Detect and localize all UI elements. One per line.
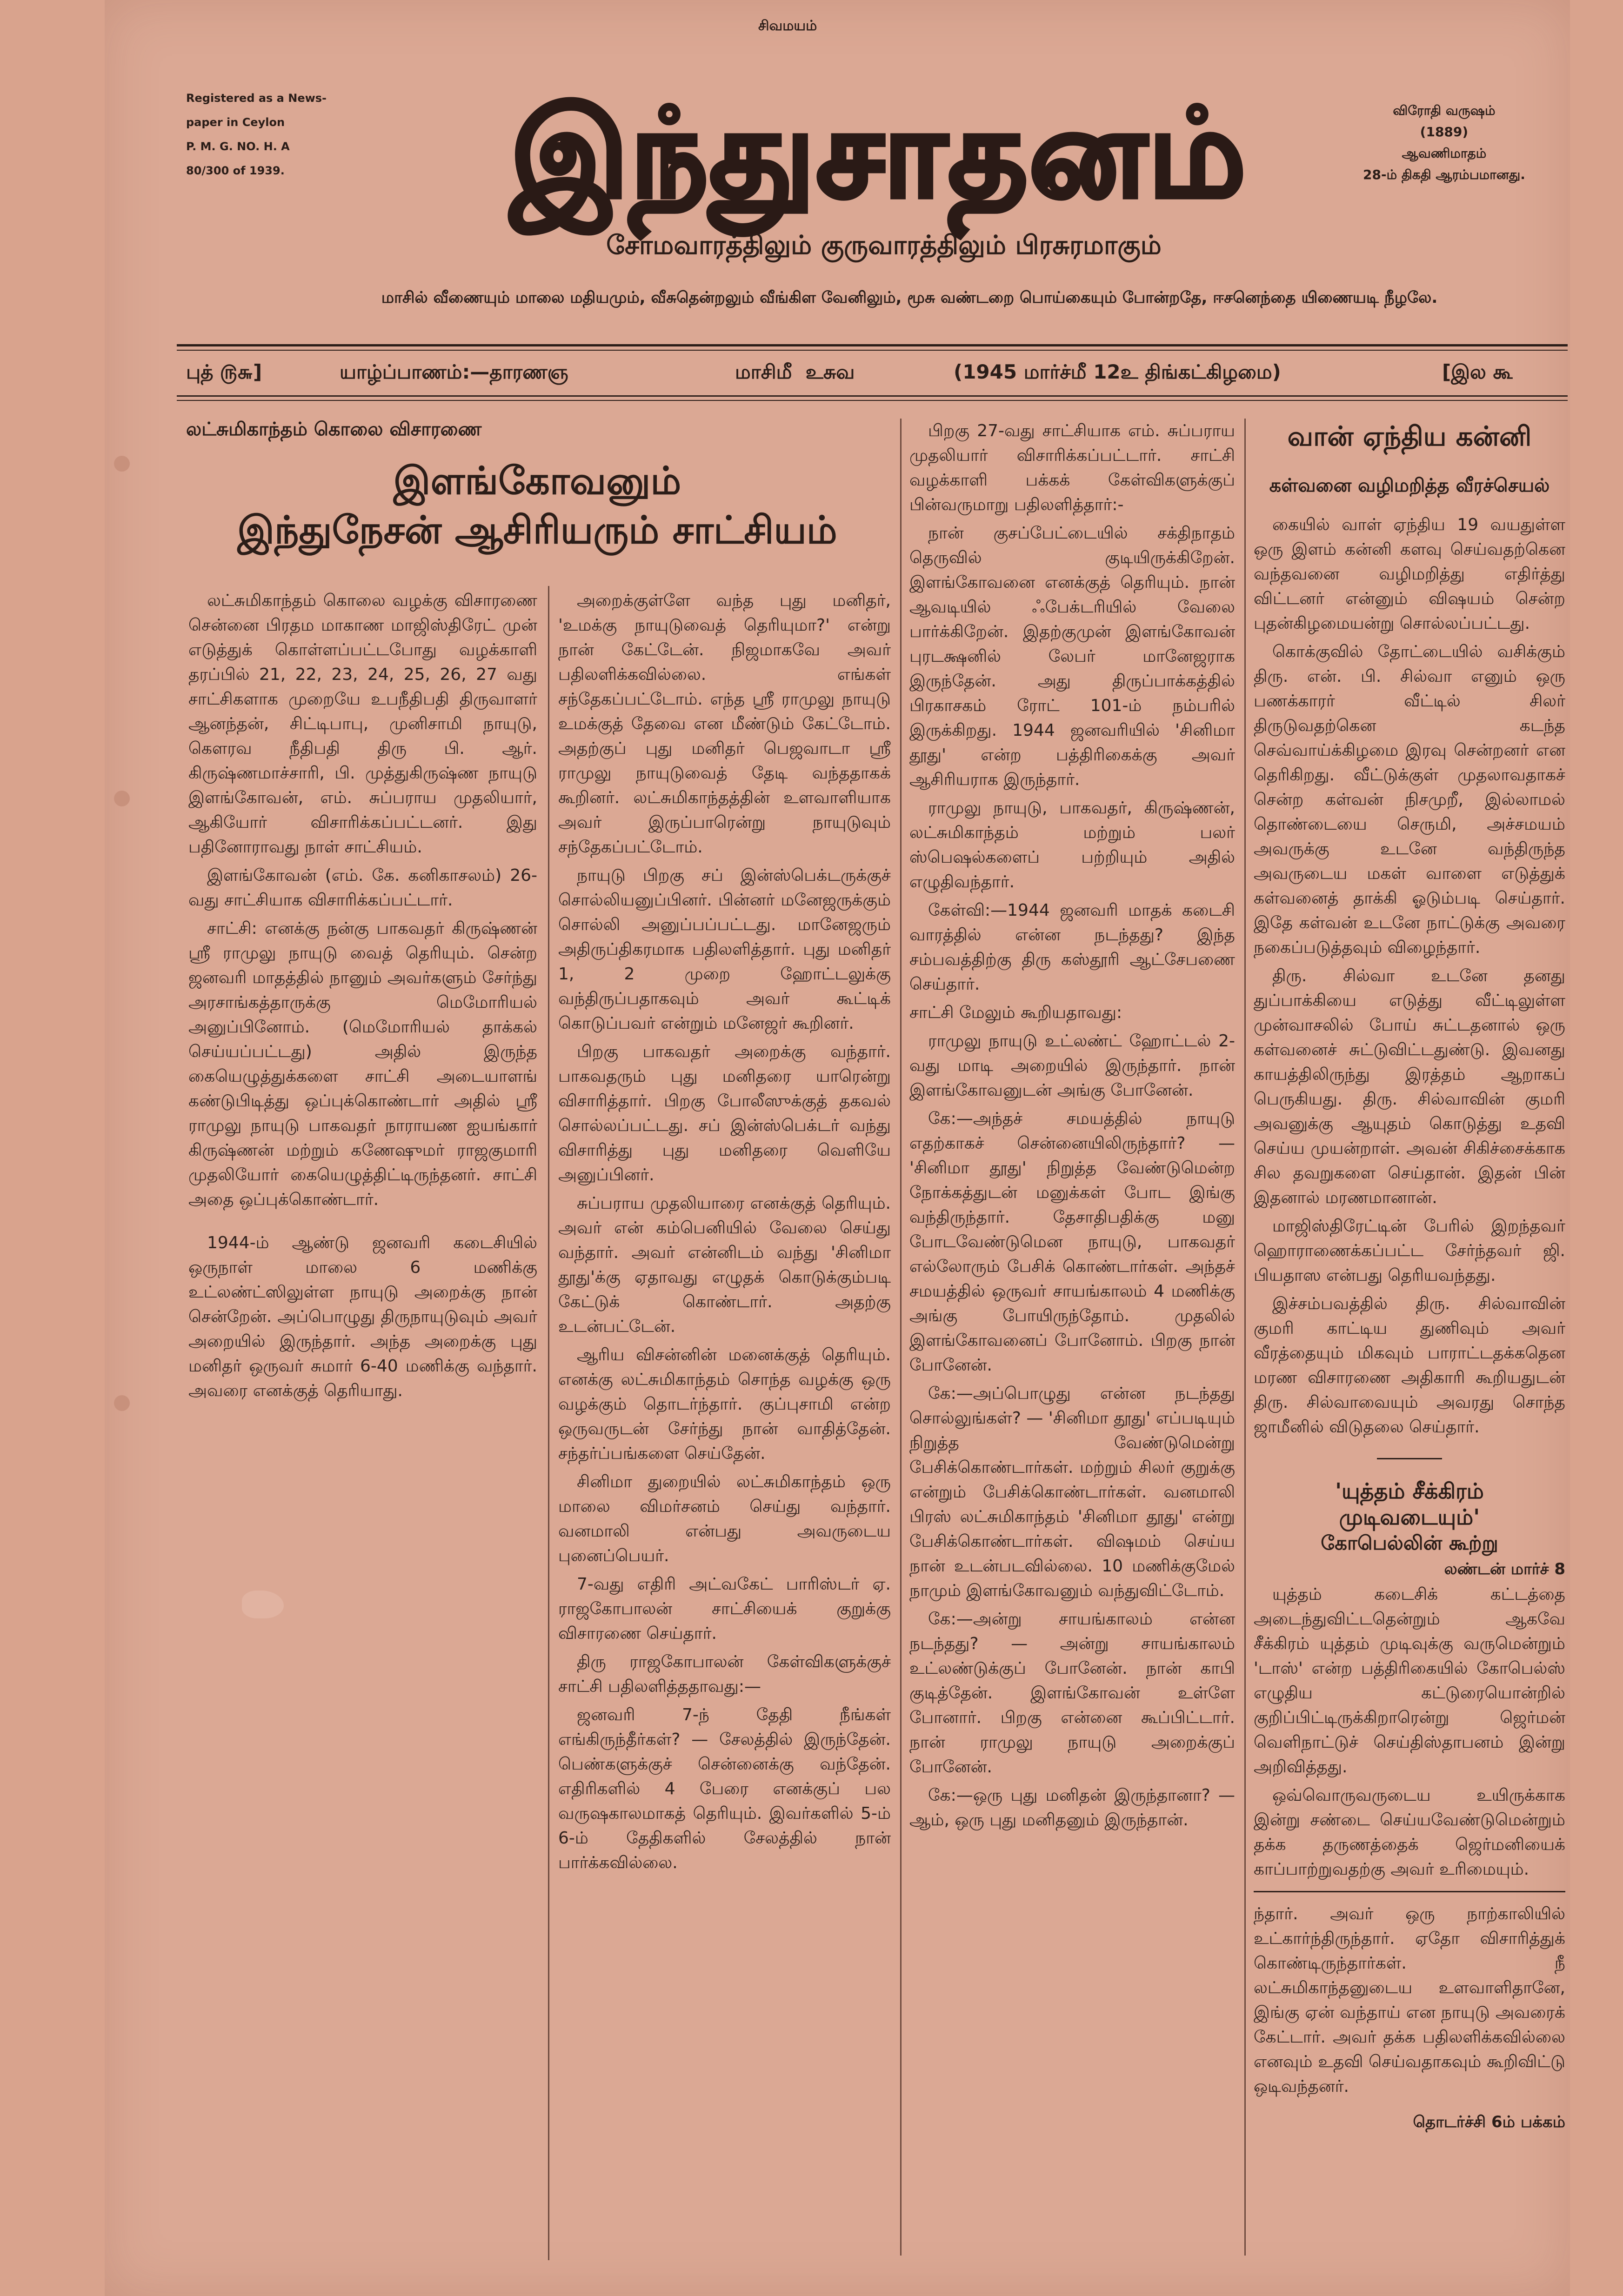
paragraph: ஆரிய விசன்னின் மனைக்குத் தெரியும். எனக்கு லட்சுமிகாந்தம் சொந்த வழக்கு ஒரு வழக்கும் தொடர்ந்தார். குப்புசாமி என்ற ஒருவருடன் சேர்ந்து நான் வாதித்தேன். சந்தர்ப்பங்களை செய்தேன். (558, 1345, 891, 1463)
column-rule (1244, 419, 1246, 2256)
paragraph: 7-வது எதிரி அட்வகேட் பாரிஸ்டர் ஏ. ராஜகோபாலன் சாட்சியைக் குறுக்கு விசாரணை செய்தார். (558, 1575, 891, 1643)
paragraph: திரு. சில்வா உடனே தனது துப்பாக்கியை எடுத்து வீட்டிலுள்ள முன்வாசலில் போய் சுட்டதனால் ஒரு கள்வனைச் சுட்டுவிட்டதுண்டு. இவனது காயத்திலிருந்து இரத்தம் ஆறாகப் பெருகியது. திரு. சில்வாவின் குமரி அவனுக்கு ஆயுதம் கொடுத்து உதவி செய்ய முயன்றாள். அவன் சிகிச்சைக்காக சில தவறுகளை செய்தான். இதன் பின் இதனால் மரணமானான். (1254, 966, 1565, 1207)
newspaper-title: இந்துசாதனம் (511, 82, 1248, 224)
paragraph: சாட்சி: எனக்கு நன்கு பாகவதர் கிருஷ்ணன் ஸ்ரீ ராமுலு நாயுடு வைத் தெரியும். சென்ற ஜனவரி மாதத்தில் நானும் அவர்களும் சேர்ந்து அரசாங்கத்தாருக்கு மெமோரியல் அனுப்பினோம். (மெமோரியல் தாக்கல் செய்யப்பட்டது) அதில் இருந்த கையெழுத்துக்களை சாட்சி அடையாளங் கண்டுபிடித்து ஒப்புக்கொண்டார் அதில் ஸ்ரீ ராமுலு நாயுடு பாகவதர் நாராயண ஐயங்கார் கிருஷ்ணன் மற்றும் கணேஷுமர் ராஜகுமாரி முதலியோர் கையெழுத்திட்டிருந்தனர். சாட்சி அதை ஒப்புக்கொண்டார். (188, 919, 537, 1209)
headline-line-1: 'யுத்தம் சீக்கிரம் (1335, 1478, 1484, 1504)
place-year: யாழ்ப்பாணம்:—தாரணஞ (340, 360, 568, 383)
paragraph: பிறகு பாகவதர் அறைக்கு வந்தார். பாகவதரும் புது மனிதரை யாரென்று விசாரித்தார். பிறகு போலீஸுக்குத் தகவல் சொல்லப்பட்டது. சப் இன்ஸ்பெக்டர் வந்து விசாரித்து புது மனிதரை வெளியே அனுப்பினர். (558, 1042, 891, 1185)
headline-line-3: கோபெல்லின் கூற்று (1321, 1531, 1498, 1554)
paragraph: கே:—அந்தச் சமயத்தில் நாயுடு எதற்காகச் சென்னையிலிருந்தார்? — 'சினிமா தூது' நிறுத்த வேண்டுமென்ற நோக்கத்துடன் மனுக்கள் போட இங்கு வந்திருந்தார். தேசாதிபதிக்கு மனு போடவேண்டுமென நாயுடு, பாகவதர் எல்லோரும் பேசிக் கொண்டார்கள். அந்தச் சமயத்தில் ஒருவர் சாயங்காலம் 4 மணிக்கு அங்கு போயிருந்தோம். முதலில் இளங்கோவனைப் போனோம். பிறகு நான் போனேன். (909, 1109, 1235, 1375)
paragraph: 1944-ம் ஆண்டு ஜனவரி கடைசியில் ஒருநாள் மாலை 6 மணிக்கு உட்லண்ட்ஸிலுள்ள நாயுடு அறைக்கு நான் சென்றேன். அப்பொழுது திருநாயுடுவும் அவர் அறையில் இருந்தார். அந்த அறைக்கு புது மனிதர் ஒருவர் சுமார் 6-40 மணிக்கு வந்தார். அவரை எனக்குத் தெரியாது. (188, 1233, 537, 1400)
continued-note: தொடர்ச்சி 6ம் பக்கம் (1413, 2113, 1565, 2131)
divider (177, 400, 1568, 401)
year-block: விரோதி வருஷம் (1889) ஆவணிமாதம் 28-ம் திகதி ஆரம்பமானது. (1363, 103, 1525, 182)
headline-line-2: இந்துநேசன் ஆசிரியரும் சாட்சியம் (237, 508, 837, 552)
paragraph: ஒவ்வொருவருடைய உயிருக்காக இன்று சண்டை செய்யவேண்டுமென்றும் தக்க தருணத்தைக் ஜெர்மனியைக் காப்பாற்றுவதற்கு அவர் உரிமையும். (1254, 1786, 1565, 1879)
paragraph: ராமுலு நாயுடு, பாகவதர், கிருஷ்ணன், லட்சுமிகாந்தம் மற்றும் பலர் ஸ்பெஷல்களைப் பற்றியும் அதில் எழுதிவந்தார். (909, 799, 1235, 892)
paragraph: பிறகு 27-வது சாட்சியாக எம். சுப்பராய முதலியார் விசாரிக்கப்பட்டார். சாட்சி வழக்காளி பக்கக் கேள்விகளுக்குப் பின்வருமாறு பதிலளித்தார்:- (909, 421, 1235, 514)
paragraph: கே:—ஒரு புது மனிதன் இருந்தானா? — ஆம், ஒரு புது மனிதனும் இருந்தான். (909, 1786, 1235, 1830)
punch-hole (114, 456, 130, 472)
paragraph: லட்சுமிகாந்தம் கொலை வழக்கு விசாரணை சென்னை பிரதம மாகாண மாஜிஸ்திரேட் முன் எடுத்துக் கொள்ளப்பட்டபோது வழக்காளி தரப்பில் 21, 22, 23, 24, 25, 26, 27 வது சாட்சிகளாக முறையே உபநீதிபதி திருவாளர் ஆனந்தன், சிட்டிபாபு, முனிசாமி நாயுடு, கௌரவ நீதிபதி திரு பி. ஆர். கிருஷ்ணமாச்சாரி, பி. முத்துகிருஷ்ண நாயுடு இளங்கோவன், எம். சுப்பராய முதலியார், ஆகியோர் விசாரிக்கப்பட்டனர். இது பதினோராவது நாள் சாட்சியம். (188, 591, 537, 857)
paragraph: கே:—அப்பொழுது என்ன நடந்தது சொல்லுங்கள்? — 'சினிமா தூது' எப்படியும் நிறுத்த வேண்டுமென்று பேசிக்கொண்டார்கள். மற்றும் சிலர் குறுக்கு என்றும் பேசிக்கொண்டார்கள். வனமாலி பிரஸ் லட்சுமிகாந்தம் 'சினிமா தூது' என்று பேசிக்கொண்டார்கள். விஷமம் செய்ய நான் உடன்படவில்லை. 10 மணிக்குமேல் நாமும் இளங்கோவனும் வந்துவிட்டோம். (909, 1384, 1235, 1600)
subheadline: கள்வனை வழிமறித்த வீரச்செயல் (1269, 475, 1550, 496)
paragraph: சினிமா துறையில் லட்சுமிகாந்தம் ஒரு மாலை விமர்சனம் செய்து வந்தார். வனமாலி என்பது அவருடைய புனைப்பெயர். (558, 1472, 891, 1565)
divider (1254, 1891, 1565, 1892)
paragraph: கொக்குவில் தோட்டையில் வசிக்கும் திரு. என். பி. சில்வா எனும் ஒரு பணக்காரர் வீட்டில் சிலர் திருடுவதற்கென கடந்த செவ்வாய்க்கிழமை இரவு சென்றனர் என தெரிகிறது. வீட்டுக்குள் முதலாவதாகச் சென்ற கள்வன் நிசமுறீ, இல்லாமல் தொண்டையை செருமி, அச்சமயம் அவருக்கு உடனே வந்திருந்த அவருடைய மகள் வாளை எடுத்துக் கள்வனைத் தாக்கி ஓடும்படி செய்தார். இதே கள்வன் உடனே நாட்டுக்கு அவரை நகைப்படுத்தவும் விழைந்தார். (1254, 642, 1565, 957)
lead-article-col1 (188, 588, 537, 1407)
paragraph: கையில் வாள் ஏந்திய 19 வயதுள்ள ஒரு இளம் கன்னி களவு செய்வதற்கென வந்தவனை வழிமறித்து எதிர்த்து விட்டனர் என்னும் விஷயம் சென்ற புதன்கிழமையன்று சொல்லப்பட்டது. (1254, 515, 1565, 633)
paragraph: சுப்பராய முதலியாரை எனக்குத் தெரியும். அவர் என் கம்பெனியில் வேலை செய்து வந்தார். அவர் என்னிடம் வந்து 'சினிமா தூது'க்கு ஏதாவது எழுதக் கொடுக்கும்படி கேட்டுக் கொண்டார். அதற்கு உடன்பட்டேன். (558, 1194, 891, 1336)
headline: வான் ஏந்திய கன்னி (1287, 420, 1532, 452)
issue-date: (1945 மார்ச்மீ 12உ திங்கட்கிழமை) (954, 360, 1281, 383)
volume-number: புத் ௫௬] (186, 360, 262, 383)
divider (177, 350, 1568, 351)
right-column (1254, 419, 1565, 2133)
publication-schedule: சோமவாரத்திலும் குருவாரத்திலும் பிரசுரமாகும் (606, 230, 1162, 260)
dateline: லண்டன் மார்ச் 8 (1444, 1560, 1565, 1578)
divider (1377, 1458, 1442, 1459)
paragraph: அறைக்குள்ளே வந்த புது மனிதர், 'உமக்கு நாயுடுவைத் தெரியுமா?' என்று நான் கேட்டேன். நிஜமாகவே அவர் பதிலளிக்கவில்லை. எங்கள் சந்தேகப்பட்டோம். எந்த ஸ்ரீ ராமுலு நாயுடு உமக்குத் தேவை என மீண்டும் கேட்டோம். அதற்குப் புது மனிதர் பெஜவாடா ஸ்ரீ ராமுலு நாயுடுவைத் தேடி வந்ததாகக் கூறினர். லட்சுமிகாந்தத்தின் உளவாளியாக அவர் இருப்பாரென்று நாயுடுவும் சந்தேகப்பட்டோம். (558, 591, 891, 857)
divider (177, 395, 1568, 397)
paragraph: ராமுலு நாயுடு உட்லண்ட் ஹோட்டல் 2-வது மாடி அறையில் இருந்தார். நான் இளங்கோவனுடன் அங்கு போனேன். (909, 1032, 1235, 1100)
divider (177, 344, 1568, 346)
paragraph: கே:—அன்று சாயங்காலம் என்ன நடந்தது? — அன்று சாயங்காலம் உட்லண்டுக்குப் போனேன். நான் காபி குடித்தேன். இளங்கோவன் உள்ளே போனார். பிறகு என்னை கூப்பிட்டார். நான் ராமுலு நாயுடு அறைக்குப் போனேன். (909, 1610, 1235, 1777)
punch-hole (114, 791, 130, 806)
paragraph: நாயுடு பிறகு சப் இன்ஸ்பெக்டருக்குச் சொல்லியனுப்பினர். பின்னர் மனேஜருக்கும் சொல்லி அனுப்பப்பட்டது. மானேஜரும் அதிருப்திகரமாக பதிலளித்தார். புது மனிதர் 1, 2 முறை ஹோட்டலுக்கு வந்திருப்பதாகவும் அவர் கூட்டிக் கொடுப்பவர் என்றும் மனேஜர் கூறினர். (558, 866, 891, 1033)
column-rule (900, 419, 902, 2256)
article-kicker: லட்சுமிகாந்தம் கொலை விசாரணை (186, 419, 482, 440)
registration-note: Registered as a News- paper in Ceylon P. M. G. NO. H. A 80/300 of 1939. (186, 92, 327, 177)
punch-hole (114, 1395, 130, 1411)
paragraph: நான் குசப்பேட்டையில் சக்திநாதம் தெருவில் குடியிருக்கிறேன். இளங்கோவனை எனக்குத் தெரியும். நான் ஆவடியில் ஃபேக்டரியில் வேலை பார்க்கிறேன். இதற்குமுன் இளங்கோவன் புரடக்ஷனில் லேபர் மானேஜராக இருந்தேன். அது திருப்பாக்கத்தில் பிரகாசகம் ரோட் 101-ம் நம்பரில் இருக்கிறது. 1944 ஜனவரியில் 'சினிமா தூது' என்ற பத்திரிகைக்கு அவர் ஆசிரியராக இருந்தார். (909, 524, 1235, 789)
paragraph: திரு ராஜகோபாலன் கேள்விகளுக்குச் சாட்சி பதிலளித்ததாவது:— (558, 1652, 891, 1696)
paragraph: யுத்தம் கடைசிக் கட்டத்தை அடைந்துவிட்டதென்றும் ஆகவே சீக்கிரம் யுத்தம் முடிவுக்கு வருமென்றும் 'டாஸ்' என்ற பத்திரிகையில் கோபெல்ஸ் எழுதிய கட்டுரையொன்றில் குறிப்பிட்டிருக்கிறாரென்று ஜெர்மன் வெளிநாட்டுச் செய்திஸ்தாபனம் இன்று அறிவித்தது. (1254, 1585, 1565, 1777)
tamil-date: மாசிமீ உசுவ (735, 360, 855, 383)
headline-line-2: முடிவடையும்' (1339, 1504, 1480, 1530)
headline-line-1: இளங்கோவனும் (393, 459, 681, 503)
paragraph: ஜனவரி 7-ந் தேதி நீங்கள் எங்கிருந்தீர்கள்? — சேலத்தில் இருந்தேன். பெண்களுக்குச் சென்னைக்கு வந்தேன். எதிரிகளில் 4 பேரை எனக்குப் பல வருஷகாலமாகத் தெரியும். இவர்களில் 5-ம் 6-ம் தேதிகளில் சேலத்தில் நான் பார்க்கவில்லை. (558, 1705, 891, 1872)
motto: மாசில் வீணையும் மாலை மதியமும், வீசுதென்றலும் வீங்கிள வேனிலும், மூசு வண்டறை பொய்கையும் போன்றதே, ஈசனெந்தை யிணையடி நீழலே. (381, 288, 1438, 307)
lead-article-col3 (909, 419, 1235, 1836)
issue-number: [இல கூ (1442, 360, 1513, 383)
paragraph: கேள்வி:—1944 ஜனவரி மாதக் கடைசி வாரத்தில் என்ன நடந்தது? இந்த சம்பவத்திற்கு திரு கஸ்தூரி ஆட்சேபணை செய்தார். (909, 901, 1235, 994)
lead-article-col2 (558, 588, 891, 1879)
lead-article-header (186, 419, 888, 555)
paragraph: இச்சம்பவத்தில் திரு. சில்வாவின் குமரி காட்டிய துணிவும் அவர் வீரத்தையும் மிகவும் பாராட்டதக்கதென மரண விசாரணை அதிகாரி கூறியதுடன் திரு. சில்வாவையும் அவரது சொந்த ஜாமீனில் விடுதலை செய்தார். (1254, 1294, 1565, 1437)
dateline (186, 360, 1568, 393)
paragraph: மாஜிஸ்திரேட்டின் பேரில் இறந்தவர் ஹொராணைக்கப்பட்ட சேர்ந்தவர் ஜி. பியதாஸ என்பது தெரியவந்தது. (1254, 1217, 1565, 1285)
paragraph: ந்தார். அவர் ஒரு நாற்காலியில் உட்கார்ந்திருந்தார். ஏதோ விசாரித்துக் கொண்டிருந்தார்கள். நீ லட்சுமிகாந்தனுடைய உளவாளிதானே, இங்கு ஏன் வந்தாய் என நாயுடு அவரைக் கேட்டார். அவர் தக்க பதிலளிக்கவில்லை எனவும் உதவி செய்வதாகவும் கூறிவிட்டு ஒடிவந்தனர். (1254, 1904, 1565, 2096)
masthead-top-word: சிவமயம் (758, 18, 817, 34)
column-rule (548, 586, 549, 2260)
paragraph: சாட்சி மேலும் கூறியதாவது: (909, 1003, 1122, 1022)
paragraph: இளங்கோவன் (எம். கே. கனிகாசலம்) 26-வது சாட்சியாக விசாரிக்கப்பட்டார். (188, 866, 537, 910)
